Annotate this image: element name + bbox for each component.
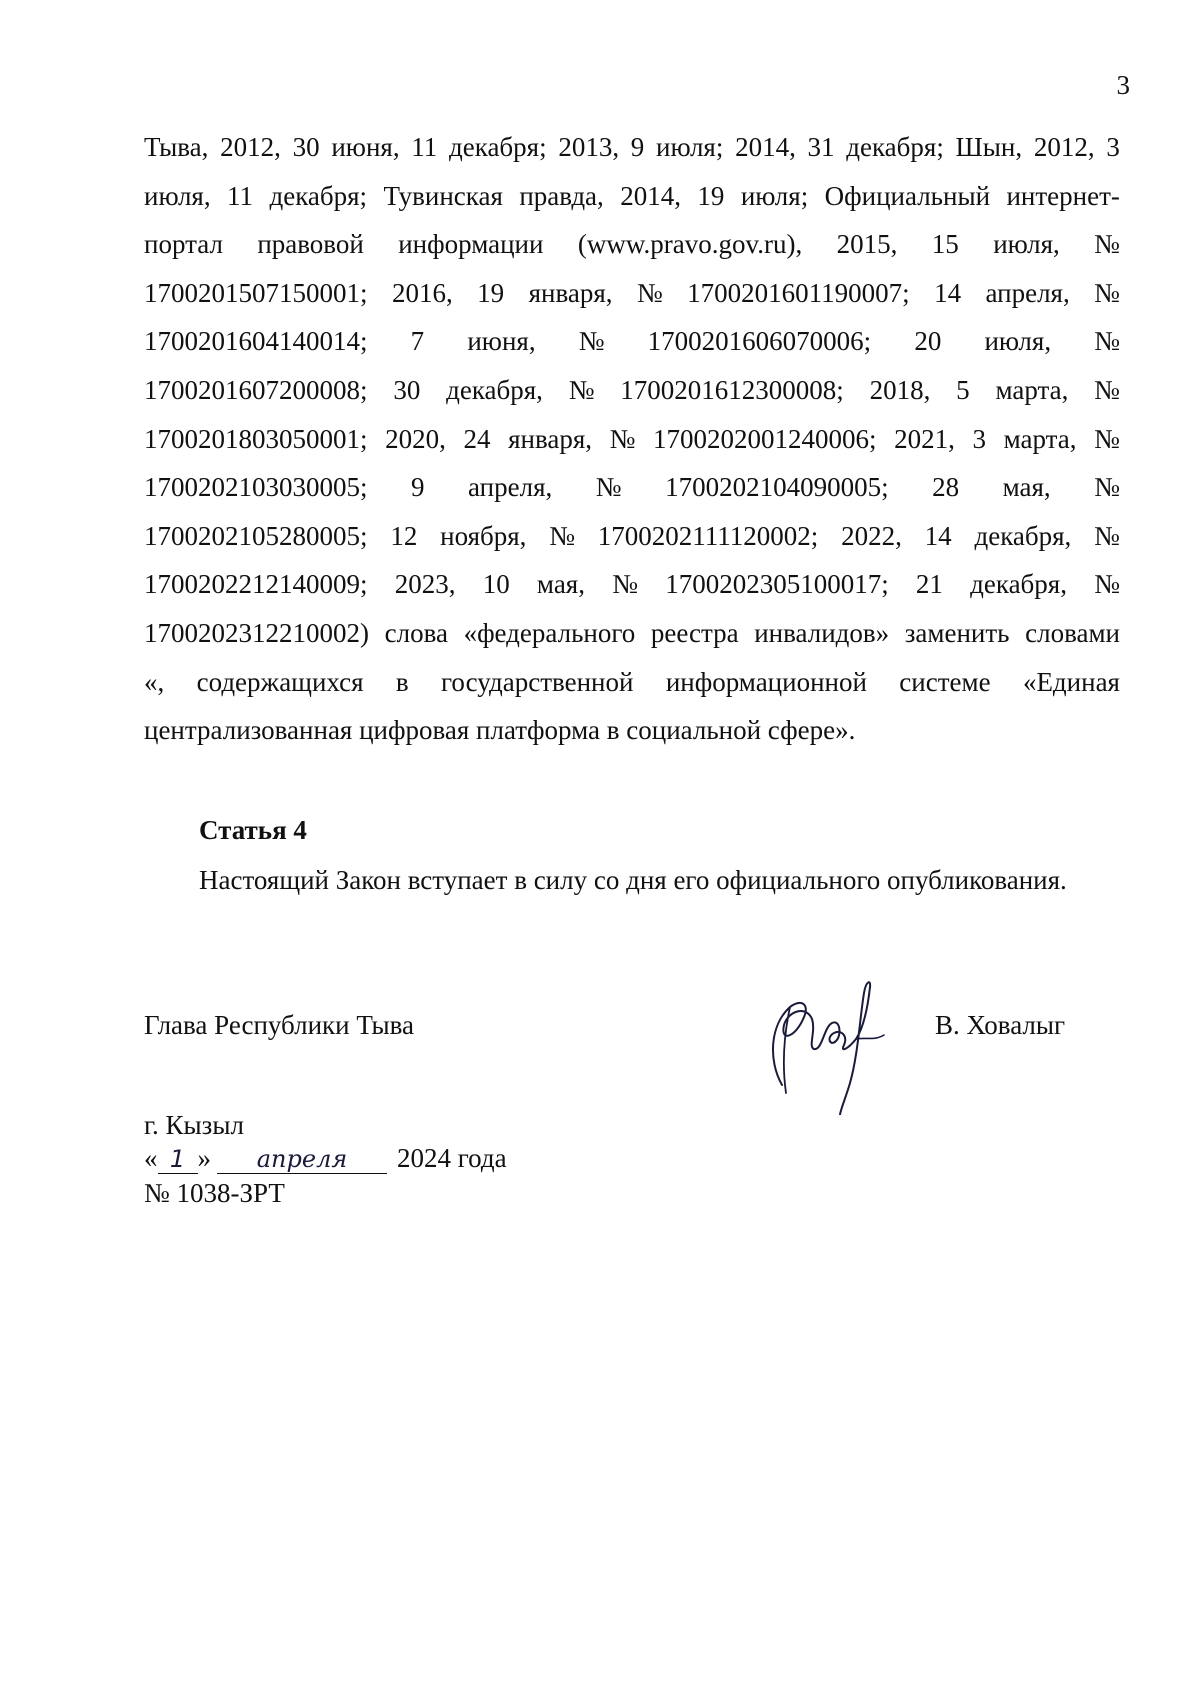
body-word: 11 bbox=[227, 180, 254, 211]
body-word: 2014, bbox=[735, 132, 796, 162]
body-word: 7 bbox=[410, 326, 425, 357]
body-word: июля, bbox=[144, 180, 211, 211]
body-line bbox=[144, 415, 1120, 464]
body-line bbox=[144, 317, 1120, 366]
page-number: 3 bbox=[1116, 70, 1130, 100]
body-word: 31 bbox=[807, 132, 835, 162]
body-word: 1700202312210002) bbox=[144, 617, 369, 648]
body-word: 1700202103030005; bbox=[144, 472, 368, 503]
body-word: 1700201507150001; bbox=[144, 277, 368, 308]
body-word: мая, bbox=[1002, 472, 1051, 503]
body-word: информационной bbox=[665, 666, 867, 697]
body-word: декабря, bbox=[446, 374, 543, 405]
body-word: № bbox=[1094, 374, 1120, 405]
body-word: 10 bbox=[482, 569, 510, 600]
body-word: 28 bbox=[932, 472, 960, 503]
body-word: № bbox=[578, 326, 605, 357]
signer-name: В. Ховалыг bbox=[935, 1010, 1066, 1040]
body-word: правовой bbox=[257, 229, 364, 260]
body-line bbox=[144, 123, 1120, 172]
date-year: 2024 года bbox=[397, 1143, 507, 1173]
body-word: портал bbox=[144, 229, 223, 260]
body-word: № bbox=[1094, 326, 1120, 357]
body-word: июля; bbox=[656, 132, 724, 162]
body-word: 1700201612300008; bbox=[620, 374, 844, 405]
body-text bbox=[144, 123, 1120, 755]
body-word: апреля, bbox=[468, 472, 553, 503]
body-word: ноября, bbox=[440, 520, 527, 551]
body-word: № bbox=[1094, 277, 1120, 308]
body-word: 21 bbox=[915, 569, 943, 600]
date-line bbox=[144, 1143, 507, 1174]
body-word: 20 bbox=[914, 326, 942, 357]
body-word: № bbox=[595, 472, 622, 503]
body-word: 2015, bbox=[836, 229, 898, 260]
body-word: 15 bbox=[931, 229, 959, 260]
body-line bbox=[144, 366, 1120, 415]
body-word: «, bbox=[144, 666, 165, 697]
body-word: государственной bbox=[441, 666, 634, 697]
body-line bbox=[144, 609, 1120, 658]
body-word: «федерального bbox=[463, 617, 636, 648]
body-word: июля, bbox=[993, 229, 1060, 260]
body-word: инвалидов» bbox=[754, 617, 890, 648]
body-word: июля; bbox=[740, 180, 809, 211]
body-word: 3 bbox=[972, 423, 986, 454]
body-word: 1700201604140014; bbox=[144, 326, 368, 357]
body-word: 1700202001240006; bbox=[653, 423, 877, 454]
body-word: марта, bbox=[1003, 423, 1077, 454]
body-word: 2020, bbox=[385, 423, 446, 454]
body-line bbox=[144, 658, 1120, 707]
article-heading: Статья 4 bbox=[199, 815, 307, 845]
body-word: № bbox=[1094, 569, 1120, 600]
body-word: (www.pravo.gov.ru), bbox=[577, 229, 803, 260]
body-word: 1700202111120002; bbox=[597, 520, 819, 551]
body-word: № bbox=[1094, 423, 1120, 454]
body-word: № bbox=[1094, 229, 1120, 260]
body-word: июля, bbox=[984, 326, 1052, 357]
body-word: № bbox=[636, 277, 663, 308]
body-word: 2023, bbox=[394, 569, 456, 600]
body-word: информации bbox=[398, 229, 544, 260]
body-word: 24 bbox=[463, 423, 491, 454]
body-word: 1700202212140009; bbox=[144, 569, 368, 600]
body-word: 1700202105280005; bbox=[144, 520, 368, 551]
body-word: января, bbox=[508, 423, 593, 454]
body-line bbox=[144, 512, 1120, 561]
body-word: 2022, bbox=[841, 520, 902, 551]
body-word: июня, bbox=[331, 132, 400, 162]
body-word: Официальный bbox=[824, 180, 991, 211]
body-word: Тувинская bbox=[383, 180, 503, 211]
body-word: реестра bbox=[650, 617, 739, 648]
body-word: декабря; bbox=[846, 132, 944, 162]
body-word: в bbox=[395, 666, 409, 697]
body-word: № bbox=[1094, 472, 1120, 503]
body-word: 9 bbox=[630, 132, 645, 162]
body-word: июня, bbox=[467, 326, 536, 357]
body-word: № bbox=[1094, 520, 1120, 551]
body-word: 1700201607200008; bbox=[144, 374, 368, 405]
body-word: № bbox=[609, 423, 636, 454]
body-word: 2021, bbox=[894, 423, 955, 454]
body-word: правда, bbox=[519, 180, 604, 211]
body-word: Тыва, bbox=[144, 132, 209, 162]
body-word: 11 bbox=[411, 132, 438, 162]
body-word: 2012, bbox=[1033, 132, 1095, 162]
body-word: 2018, bbox=[869, 374, 931, 405]
body-word: 2012, bbox=[220, 132, 281, 162]
body-word: 1700201803050001; bbox=[144, 423, 368, 454]
body-word: декабря, bbox=[970, 569, 1067, 600]
body-word: 30 bbox=[393, 374, 421, 405]
body-word: 1700201606070006; bbox=[647, 326, 872, 357]
body-word: 2014, bbox=[620, 180, 681, 211]
body-word: № bbox=[549, 520, 575, 551]
body-word: 3 bbox=[1106, 132, 1120, 162]
body-word: 1700201601190007; bbox=[687, 277, 910, 308]
body-line bbox=[144, 269, 1120, 318]
body-word: 1700202305100017; bbox=[665, 569, 889, 600]
body-word: № bbox=[612, 569, 638, 600]
document-number: № 1038-ЗРТ bbox=[144, 1178, 285, 1208]
body-word: слова bbox=[384, 617, 448, 648]
body-word: 14 bbox=[934, 277, 962, 308]
body-word: 12 bbox=[390, 520, 418, 551]
body-word: системе bbox=[899, 666, 991, 697]
body-line bbox=[144, 560, 1120, 609]
body-word: декабря, bbox=[974, 520, 1072, 551]
date-day-handwritten: 1 bbox=[158, 1145, 198, 1174]
body-line bbox=[144, 172, 1120, 221]
body-word: апреля, bbox=[985, 277, 1070, 308]
body-word: 1700202104090005; bbox=[665, 472, 889, 503]
body-line-last: централизованная цифровая платформа в социальной сфере». bbox=[144, 715, 856, 746]
body-word: интернет- bbox=[1006, 180, 1120, 211]
body-word: словами bbox=[1025, 617, 1120, 648]
body-word: декабря; bbox=[449, 132, 547, 162]
signer-title: Глава Республики Тыва bbox=[144, 1010, 415, 1040]
body-word: № bbox=[568, 374, 595, 405]
body-word: Шын, bbox=[955, 132, 1023, 162]
signature bbox=[760, 965, 900, 1115]
body-word: «Единая bbox=[1022, 666, 1120, 697]
date-open-quote: « bbox=[144, 1143, 158, 1173]
place: г. Кызыл bbox=[144, 1110, 244, 1140]
body-word: марта, bbox=[995, 374, 1069, 405]
body-word: 5 bbox=[956, 374, 970, 405]
body-word: 30 bbox=[292, 132, 320, 162]
date-close-quote: » bbox=[197, 1143, 211, 1173]
body-word: 2016, bbox=[391, 277, 453, 308]
body-word: мая, bbox=[536, 569, 585, 600]
body-word: 19 bbox=[477, 277, 505, 308]
body-word: заменить bbox=[904, 617, 1010, 648]
date-month-handwritten: апреля bbox=[217, 1145, 387, 1174]
article-text: Настоящий Закон вступает в силу со дня его официального опубликования. bbox=[199, 865, 1067, 895]
body-word: содержащихся bbox=[196, 666, 364, 697]
body-word: 2013, bbox=[558, 132, 620, 162]
body-word: декабря; bbox=[269, 180, 368, 211]
body-line bbox=[144, 463, 1120, 512]
body-line bbox=[144, 220, 1120, 269]
body-word: 9 bbox=[411, 472, 425, 503]
body-word: 14 bbox=[924, 520, 952, 551]
body-word: января, bbox=[528, 277, 613, 308]
body-word: 19 bbox=[697, 180, 725, 211]
